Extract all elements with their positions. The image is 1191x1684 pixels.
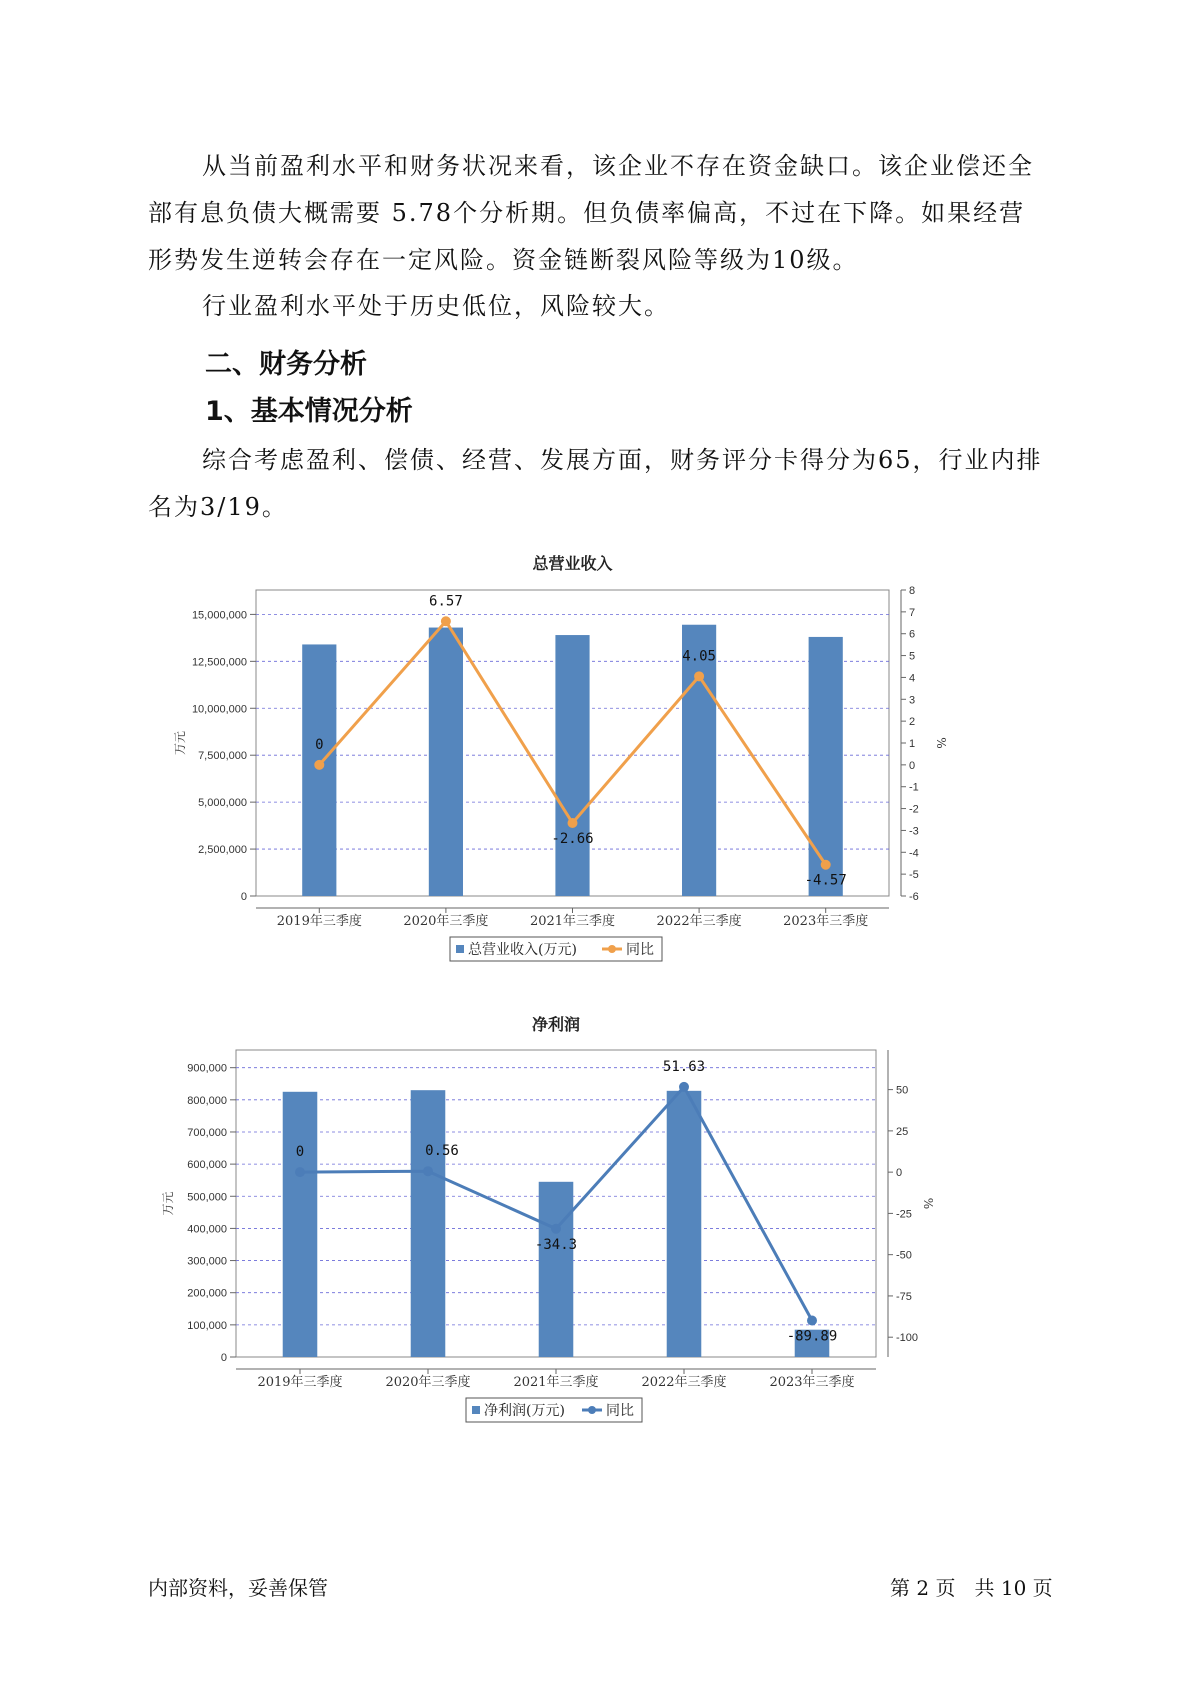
y-tick-label: 100,000 — [187, 1319, 227, 1332]
y2-tick-label: 25 — [896, 1125, 909, 1138]
y2-tick-label: 50 — [896, 1084, 909, 1097]
y2-tick-label: -2 — [909, 803, 919, 816]
y2-tick-label: -100 — [896, 1332, 919, 1345]
paragraph-industry-risk: 行业盈利水平处于历史低位，风险较大。 — [202, 292, 670, 320]
y2-axis-label: % — [934, 737, 948, 749]
bar — [809, 637, 843, 896]
y-tick-label: 600,000 — [187, 1159, 227, 1172]
y2-tick-label: 0 — [896, 1167, 903, 1180]
yoy-point — [295, 1167, 305, 1177]
y2-tick-label: 5 — [909, 650, 916, 663]
bar — [302, 644, 336, 896]
yoy-point — [441, 616, 451, 626]
yoy-point — [568, 818, 578, 828]
y-tick-label: 200,000 — [187, 1287, 227, 1300]
bar — [555, 635, 589, 896]
yoy-point — [679, 1082, 689, 1092]
y-axis-label: 万元 — [173, 730, 187, 756]
bar — [283, 1092, 318, 1357]
yoy-point — [423, 1166, 433, 1176]
yoy-point — [807, 1316, 817, 1326]
heading-basic-analysis: 1、基本情况分析 — [205, 396, 413, 427]
data-label: 0 — [295, 1144, 305, 1161]
y2-tick-label: 0 — [909, 759, 916, 772]
y2-tick-label: -6 — [909, 891, 919, 903]
y-tick-label: 15,000,000 — [191, 609, 247, 622]
y-tick-label: 900,000 — [187, 1062, 227, 1075]
data-label: -89.89 — [786, 1328, 838, 1345]
y-tick-label: 0 — [220, 1352, 227, 1364]
chart-title: 总营业收入 — [532, 554, 613, 573]
yoy-point — [694, 671, 704, 681]
y-tick-label: 300,000 — [187, 1255, 227, 1268]
paragraph-capital-risk: 从当前盈利水平和财务状况来看，该企业不存在资金缺口。该企业偿还全部有息负债大概需要 5.78个分析期。但负债率偏高，不过在下降。如果经营形势发生逆转会存在一定风险。资金链断裂风险等级为10级。 — [148, 152, 1034, 274]
legend-bar-label: 总营业收入(万元) — [468, 942, 577, 958]
y2-tick-label: -1 — [909, 781, 919, 794]
x-tick-label: 2019年三季度 — [276, 914, 362, 929]
legend-line-marker — [588, 1406, 596, 1414]
x-tick-label: 2023年三季度 — [783, 914, 869, 929]
y-tick-label: 500,000 — [187, 1191, 227, 1204]
y2-tick-label: 3 — [909, 694, 916, 707]
y2-tick-label: 7 — [909, 606, 916, 619]
chart-revenue-svg — [160, 545, 950, 977]
yoy-point — [314, 760, 324, 770]
y2-tick-label: 1 — [909, 738, 916, 750]
y-tick-label: 700,000 — [187, 1126, 227, 1139]
y2-tick-label: 4 — [909, 672, 916, 685]
bar — [682, 625, 716, 896]
heading-financial-analysis: 二、财务分析 — [205, 349, 367, 380]
y2-tick-label: -25 — [896, 1208, 912, 1221]
x-tick-label: 2020年三季度 — [385, 1375, 471, 1390]
footer-confidential: 内部资料，妥善保管 — [148, 1576, 328, 1600]
legend-line-marker — [608, 945, 616, 953]
legend-bar-swatch — [456, 945, 464, 953]
y-tick-label: 400,000 — [187, 1223, 227, 1236]
legend-line-label: 同比 — [606, 1403, 634, 1419]
x-tick-label: 2020年三季度 — [403, 914, 489, 929]
chart-net-profit-svg — [160, 1010, 950, 1435]
y-tick-label: 12,500,000 — [191, 656, 247, 669]
y-tick-label: 0 — [240, 891, 247, 903]
data-label: 0.56 — [425, 1143, 459, 1160]
y2-tick-label: 2 — [909, 716, 916, 729]
data-label: -4.57 — [804, 872, 847, 889]
bar — [539, 1182, 574, 1357]
x-tick-label: 2022年三季度 — [656, 914, 742, 929]
bar — [429, 628, 463, 896]
x-tick-label: 2019年三季度 — [257, 1375, 343, 1390]
data-label: 4.05 — [682, 648, 716, 665]
data-label: -2.66 — [551, 830, 594, 847]
bar — [411, 1090, 446, 1357]
y2-tick-label: -5 — [909, 869, 919, 882]
bar — [667, 1091, 702, 1357]
data-label: 51.63 — [662, 1058, 706, 1075]
y-tick-label: 800,000 — [187, 1094, 227, 1107]
y2-tick-label: -50 — [896, 1249, 912, 1262]
x-tick-label: 2021年三季度 — [513, 1375, 599, 1390]
y2-tick-label: 8 — [909, 585, 916, 597]
legend-bar-label: 净利润(万元) — [484, 1403, 565, 1419]
data-label: 6.57 — [429, 593, 463, 610]
y-axis-label: 万元 — [161, 1191, 175, 1216]
paragraph-scorecard: 综合考虑盈利、偿债、经营、发展方面，财务评分卡得分为65，行业内排名为3/19。 — [148, 446, 1043, 521]
y2-tick-label: 6 — [909, 628, 916, 641]
y-tick-label: 10,000,000 — [191, 703, 247, 716]
y-tick-label: 5,000,000 — [198, 797, 247, 810]
chart-net-profit — [160, 1010, 950, 1435]
legend-line-label: 同比 — [626, 942, 654, 958]
legend-bar-swatch — [472, 1406, 480, 1414]
footer-page-number: 第 2 页 共 10 页 — [890, 1576, 1053, 1600]
x-tick-label: 2022年三季度 — [641, 1375, 727, 1390]
chart-title: 净利润 — [531, 1015, 581, 1034]
yoy-point — [551, 1224, 561, 1234]
data-label: -34.3 — [534, 1236, 578, 1253]
x-tick-label: 2021年三季度 — [529, 914, 616, 929]
y2-tick-label: -4 — [909, 847, 919, 860]
x-tick-label: 2023年三季度 — [769, 1375, 855, 1390]
y2-axis-label: % — [921, 1197, 935, 1210]
data-label: 0 — [315, 736, 324, 753]
yoy-point — [821, 860, 831, 870]
chart-revenue — [160, 545, 950, 977]
y-tick-label: 2,500,000 — [198, 844, 247, 857]
y2-tick-label: -3 — [909, 825, 919, 838]
y2-tick-label: -75 — [896, 1290, 912, 1303]
y-tick-label: 7,500,000 — [198, 750, 247, 763]
